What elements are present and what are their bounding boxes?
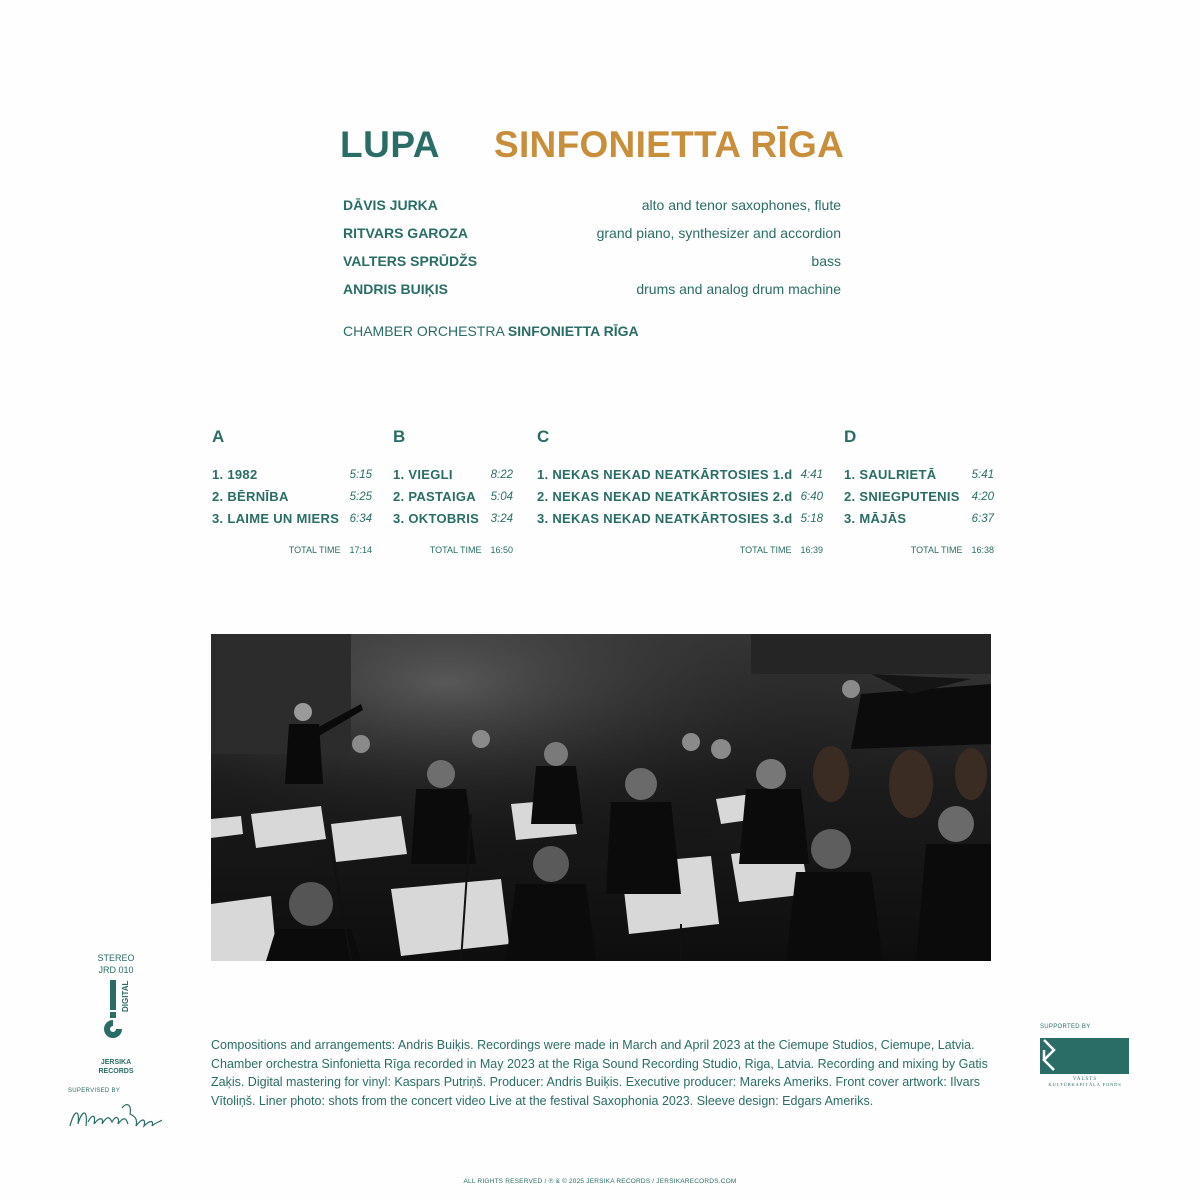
track-row: [537, 511, 823, 533]
track-duration: 6:37: [971, 513, 994, 525]
signature-icon: [66, 1100, 166, 1136]
track-row: [844, 511, 994, 533]
logo-word: DIGITAL: [121, 980, 130, 1012]
logo-name-1: JERSIKA: [100, 1059, 132, 1066]
musician-instrument: bass: [811, 253, 841, 269]
track-row: [537, 467, 823, 489]
musician-instrument: alto and tenor saxophones, flute: [641, 197, 841, 213]
track-title: 3. OKTOBRIS: [393, 511, 480, 526]
total-label: TOTAL TIME: [739, 545, 792, 555]
musician-row: [343, 253, 841, 281]
credits-text: Compositions and arrangements: Andris Buiķis. Recordings were made in March and April 2023 at the Ciemupe Studios, Ciemupe, Latvia. Chamber orchestra Sinfonietta Rīga recorded in May 2023 at the Riga Sound Recording Studio, Riga, Latvia. Recording and mixing by Gatis Zaķis. Digital mastering for vinyl: Kaspars Putriņš. Producer: Andris Buiķis. Executive producer: Mareks Ameriks. Front cover artwork: Ilvars Vītoliņš. Liner photo: shots from the concert video Live at the festival Saxophonia 2023. Sleeve design: Edgars Ameriks.: [211, 1038, 988, 1108]
side-d: [844, 427, 994, 555]
total-time: [844, 545, 994, 555]
track-row: [537, 489, 823, 511]
track-title: 2. PASTAIGA: [393, 489, 476, 504]
copyright-footer: ALL RIGHTS RESERVED / ℗ & © 2025 JERSIKA RECORDS / JERSIKARECORDS.COM: [463, 1178, 737, 1185]
total-label: TOTAL TIME: [910, 545, 963, 555]
side-letter: C: [537, 427, 550, 446]
track-duration: 6:40: [800, 491, 823, 503]
track-title: 3. LAIME UN MIERS: [212, 511, 340, 526]
supervised-label: SUPERVISED BY: [68, 1088, 121, 1094]
musician-name: VALTERS SPRŪDŽS: [343, 253, 478, 269]
track-row: [393, 467, 513, 489]
track-row: [844, 489, 994, 511]
total-label: TOTAL TIME: [429, 545, 482, 555]
track-duration: 5:04: [490, 491, 513, 503]
track-title: 1. 1982: [212, 467, 258, 482]
jersika-logo-icon: [96, 976, 136, 1076]
side-letter: D: [844, 427, 857, 446]
musician-instrument: drums and analog drum machine: [636, 281, 841, 297]
track-row: [393, 489, 513, 511]
orchestra-title: SINFONIETTA RĪGA: [494, 124, 845, 165]
side-b: [393, 427, 513, 555]
orchestra-photo: [211, 634, 991, 961]
track-duration: 5:25: [349, 491, 372, 503]
side-letter: A: [212, 427, 225, 446]
track-title: 2. NEKAS NEKAD NEATKĀRTOSIES 2.d: [537, 489, 793, 504]
musician-row: [343, 225, 841, 253]
orchestra-name: SINFONIETTA RĪGA: [507, 323, 639, 339]
orchestra-line: [343, 323, 639, 339]
side-a: [212, 427, 372, 555]
track-row: [844, 467, 994, 489]
track-row: [393, 511, 513, 533]
track-row: [212, 467, 372, 489]
catalog-number: JRD 010: [98, 965, 134, 975]
track-duration: 5:15: [349, 469, 372, 481]
side-letter: B: [393, 427, 406, 446]
musician-row: [343, 281, 841, 309]
total-label: TOTAL TIME: [288, 545, 341, 555]
musician-name: ANDRIS BUIĶIS: [343, 281, 449, 297]
track-title: 2. SNIEGPUTENIS: [844, 489, 960, 504]
musician-row: [343, 197, 841, 225]
artist-title: LUPA: [340, 124, 440, 165]
vkkf-logo-icon: [1040, 1036, 1130, 1092]
total-time: [393, 545, 513, 555]
total-time: [212, 545, 372, 555]
vkkf-logo: [1040, 1036, 1130, 1097]
musician-instrument: grand piano, synthesizer and accordion: [596, 225, 841, 241]
total-value: 16:50: [490, 545, 513, 555]
track-duration: 8:22: [490, 469, 513, 481]
jersika-logo: [96, 976, 136, 1081]
track-row: [212, 511, 372, 533]
track-title: 1. NEKAS NEKAD NEATKĀRTOSIES 1.d: [537, 467, 793, 482]
vkkf-line2: KULTŪRKAPITĀLA FONDS: [1048, 1082, 1122, 1087]
format-info: [96, 952, 136, 976]
side-c: [537, 427, 823, 555]
total-value: 17:14: [349, 545, 372, 555]
musician-list: [343, 197, 841, 309]
orchestra-photo-illustration: [211, 634, 991, 961]
supported-label: SUPPORTED BY: [1040, 1024, 1091, 1030]
track-duration: 3:24: [490, 513, 513, 525]
track-title: 1. SAULRIETĀ: [844, 467, 937, 482]
track-duration: 6:34: [349, 513, 372, 525]
orchestra-prefix: CHAMBER ORCHESTRA: [343, 323, 505, 339]
stereo-label: STEREO: [97, 953, 135, 963]
track-row: [212, 489, 372, 511]
track-duration: 5:18: [800, 513, 823, 525]
track-title: 2. BĒRNĪBA: [212, 489, 289, 504]
track-title: 3. MĀJĀS: [844, 511, 907, 526]
track-duration: 5:41: [971, 469, 994, 481]
track-duration: 4:41: [800, 469, 823, 481]
total-time: [537, 545, 823, 555]
total-value: 16:39: [800, 545, 823, 555]
track-duration: 4:20: [971, 491, 994, 503]
track-title: 1. VIEGLI: [393, 467, 453, 482]
logo-name-2: RECORDS: [98, 1068, 134, 1075]
musician-name: DĀVIS JURKA: [343, 197, 438, 213]
total-value: 16:38: [971, 545, 994, 555]
vkkf-line1: VALSTS: [1072, 1077, 1098, 1082]
track-title: 3. NEKAS NEKAD NEATKĀRTOSIES 3.d: [537, 511, 793, 526]
signature: [66, 1100, 166, 1141]
musician-name: RITVARS GAROZA: [343, 225, 468, 241]
